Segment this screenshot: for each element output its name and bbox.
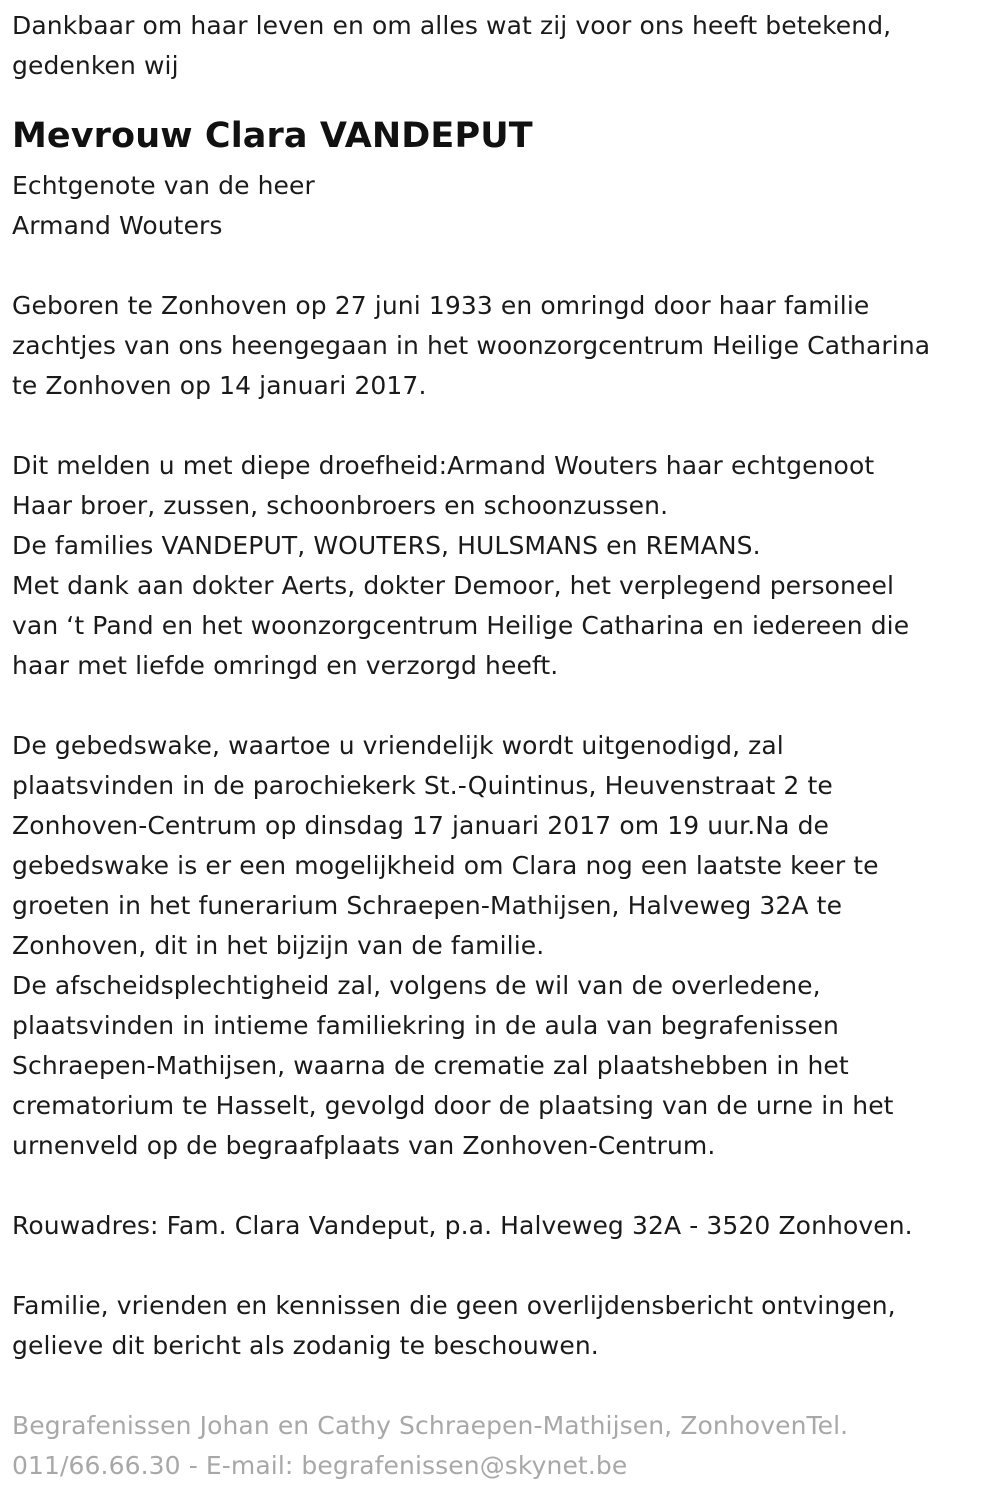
ceremony-line: plaatsvinden in de parochiekerk St.-Quintinus, Heuvenstraat 2 te <box>12 771 833 800</box>
spouse-line: Armand Wouters <box>12 211 223 240</box>
notice-line: Familie, vrienden en kennissen die geen overlijdensbericht ontvingen, <box>12 1291 896 1320</box>
paragraph-gap <box>12 246 992 286</box>
ceremony-line: Zonhoven, dit in het bijzijn van de familie. <box>12 931 545 960</box>
intro-paragraph <box>12 6 992 86</box>
intro-line: gedenken wij <box>12 51 179 80</box>
announcers-line: Met dank aan dokter Aerts, dokter Demoor, het verplegend personeel <box>12 571 895 600</box>
mourning-address: Rouwadres: Fam. Clara Vandeput, p.a. Halveweg 32A - 3520 Zonhoven. <box>12 1211 913 1240</box>
ceremony-line: Schraepen-Mathijsen, waarna de crematie zal plaatshebben in het <box>12 1051 849 1080</box>
birth-death-line: zachtjes van ons heengegaan in het woonzorgcentrum Heilige Catharina <box>12 331 931 360</box>
ceremony-paragraph <box>12 726 992 1166</box>
birth-death-paragraph <box>12 286 992 406</box>
paragraph-gap <box>12 1246 992 1286</box>
ceremony-line: groeten in het funerarium Schraepen-Mathijsen, Halveweg 32A te <box>12 891 843 920</box>
ceremony-line: plaatsvinden in intieme familiekring in de aula van begrafenissen <box>12 1011 839 1040</box>
announcers-line: Haar broer, zussen, schoonbroers en schoonzussen. <box>12 491 669 520</box>
ceremony-line: crematorium te Hasselt, gevolgd door de plaatsing van de urne in het <box>12 1091 894 1120</box>
footer-line: Begrafenissen Johan en Cathy Schraepen-Mathijsen, ZonhovenTel. <box>12 1411 849 1440</box>
announcers-line: Dit melden u met diepe droefheid:Armand Wouters haar echtgenoot <box>12 451 875 480</box>
ceremony-line: De afscheidsplechtigheid zal, volgens de wil van de overledene, <box>12 971 821 1000</box>
obituary-document <box>12 6 992 1486</box>
intro-line: Dankbaar om haar leven en om alles wat zij voor ons heeft betekend, <box>12 11 892 40</box>
ceremony-line: Zonhoven-Centrum op dinsdag 17 januari 2017 om 19 uur.Na de <box>12 811 830 840</box>
paragraph-gap <box>12 1166 992 1206</box>
funeral-home-footer <box>12 1406 992 1486</box>
ceremony-line: gebedswake is er een mogelijkheid om Clara nog een laatste keer te <box>12 851 879 880</box>
spouse-line: Echtgenote van de heer <box>12 171 315 200</box>
ceremony-line: De gebedswake, waartoe u vriendelijk wordt uitgenodigd, zal <box>12 731 784 760</box>
spouse-paragraph <box>12 166 992 246</box>
deceased-name: Mevrouw Clara VANDEPUT <box>12 116 533 156</box>
announcers-paragraph <box>12 446 992 686</box>
birth-death-line: Geboren te Zonhoven op 27 juni 1933 en omringd door haar familie <box>12 291 870 320</box>
announcers-line: De families VANDEPUT, WOUTERS, HULSMANS en REMANS. <box>12 531 761 560</box>
announcers-line: van ‘t Pand en het woonzorgcentrum Heilige Catharina en iedereen die <box>12 611 910 640</box>
paragraph-gap <box>12 686 992 726</box>
ceremony-line: urnenveld op de begraafplaats van Zonhoven-Centrum. <box>12 1131 716 1160</box>
paragraph-gap <box>12 406 992 446</box>
birth-death-line: te Zonhoven op 14 januari 2017. <box>12 371 427 400</box>
announcers-line: haar met liefde omringd en verzorgd heeft. <box>12 651 559 680</box>
footer-line: 011/66.66.30 - E-mail: begrafenissen@skynet.be <box>12 1451 628 1480</box>
notice-paragraph <box>12 1286 992 1366</box>
notice-line: gelieve dit bericht als zodanig te beschouwen. <box>12 1331 599 1360</box>
paragraph-gap <box>12 1366 992 1406</box>
